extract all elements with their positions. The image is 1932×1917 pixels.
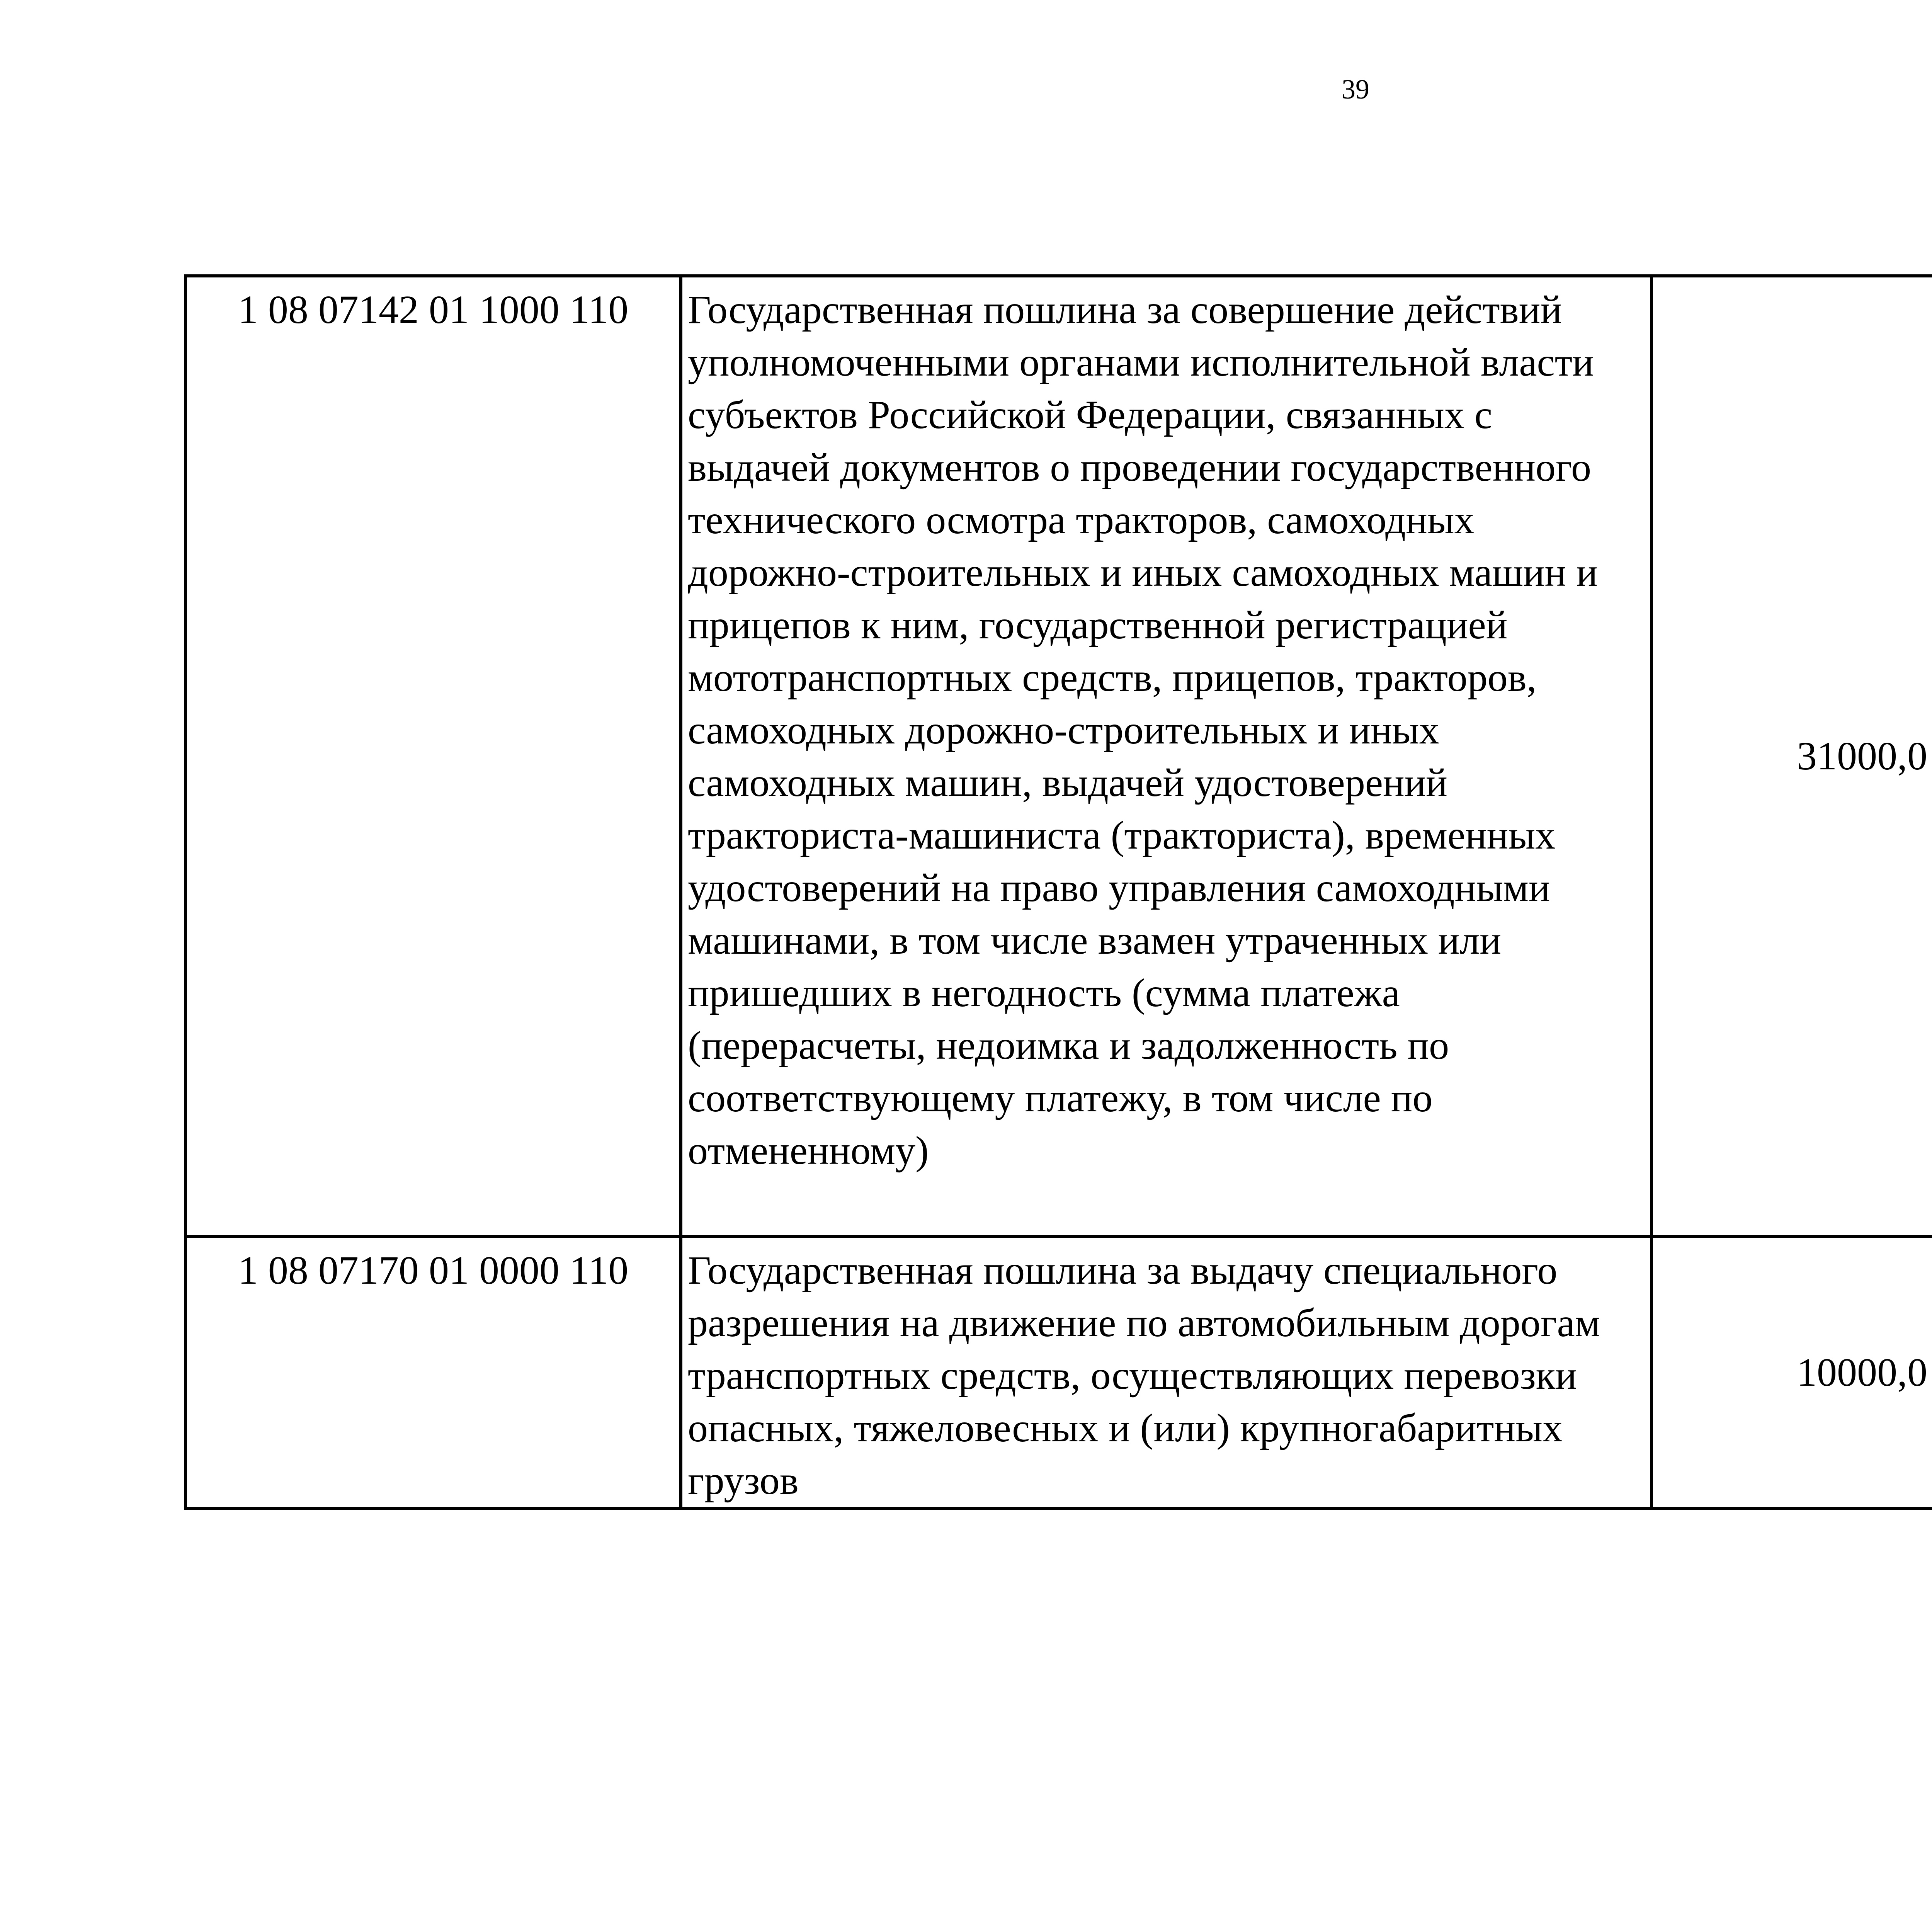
budget-code-cell: 1 08 07142 01 1000 110: [185, 276, 681, 1237]
amount-cell-year-1: 10000,0: [1651, 1237, 1932, 1509]
amount-cell-year-1: 31000,0: [1651, 276, 1932, 1237]
page-number: 39: [1342, 74, 1369, 105]
description-cell: Государственная пошлина за выдачу специального разрешения на движение по автомобильным дорогам транспортных средств, осуществляющих перевозки опасных, тяжеловесных и (или) крупногабаритных грузов: [681, 1237, 1651, 1509]
description-cell: Государственная пошлина за совершение действий уполномоченными органами исполнительной власти субъектов Российской Федерации, связанных с выдачей документов о проведении государственного технического осмотра тракторов, самоходных дорожно-строительных и иных самоходных машин и прицепов к ним, государственной регистрацией мототранспортных средств, прицепов, тракторов, самоходных дорожно-строительных и иных самоходных машин, выдачей удостоверений тракториста-машиниста (тракториста), временных удостоверений на право управления самоходными машинами, в том числе взамен утраченных или пришедших в негодность (сумма платежа (перерасчеты, недоимка и задолженность по соответствующему платежу, в том числе по отмененному): [681, 276, 1651, 1237]
budget-code-cell: 1 08 07170 01 0000 110: [185, 1237, 681, 1509]
budget-table: [184, 274, 1932, 1510]
table-row: [185, 276, 1932, 1237]
table-row: [185, 1237, 1932, 1509]
